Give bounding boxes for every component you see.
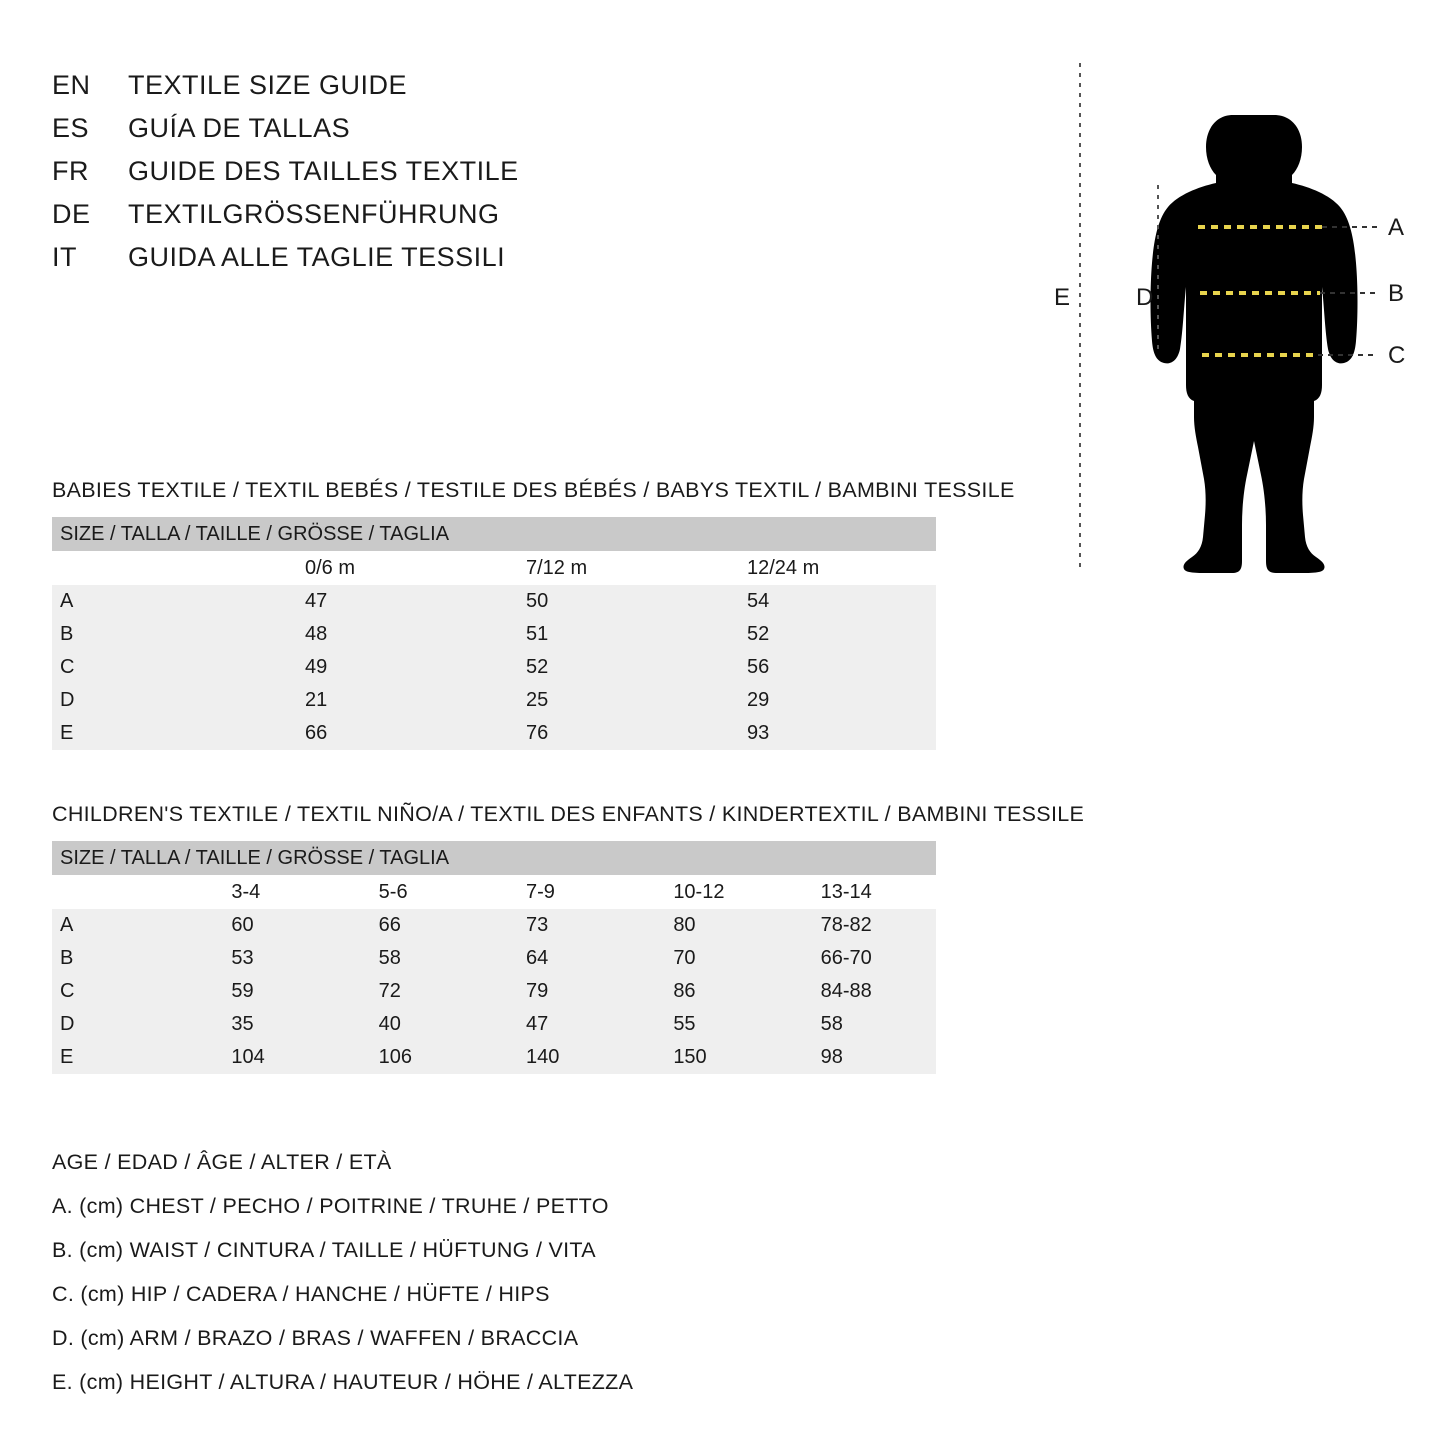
babies-e-2: 93 [715,717,936,750]
table-column-row [52,875,936,909]
children-a-2: 73 [494,909,641,942]
babies-row-label-a: A [52,585,273,618]
babies-d-2: 29 [715,684,936,717]
babies-size-table [52,517,936,750]
legend-arm: D. (cm) ARM / BRAZO / BRAS / WAFFEN / BRACCIA [52,1326,579,1350]
children-section [52,802,1182,1074]
babies-c-2: 56 [715,651,936,684]
title-row [52,113,692,156]
babies-table-header: SIZE / TALLA / TAILLE / GRÖSSE / TAGLIA [52,517,936,551]
children-section-title: CHILDREN'S TEXTILE / TEXTIL NIÑO/A / TEXTIL DES ENFANTS / KINDERTEXTIL / BAMBINI TESSILE [52,802,1085,826]
title-lang-es: ES [52,113,90,143]
babies-row-label-b: B [52,618,273,651]
title-row [52,242,692,285]
empty-corner [52,875,199,909]
table-row [52,942,936,975]
children-e-4: 98 [789,1041,936,1074]
children-row-label-e: E [52,1041,199,1074]
babies-section-title: BABIES TEXTILE / TEXTIL BEBÉS / TESTILE DES BÉBÉS / BABYS TEXTIL / BAMBINI TESSILE [52,478,1015,502]
babies-b-0: 48 [273,618,494,651]
children-c-0: 59 [199,975,346,1008]
children-col-4: 13-14 [789,875,936,909]
legend-block [52,1140,852,1404]
table-header-row [52,841,936,875]
children-row-label-c: C [52,975,199,1008]
title-lang-en: EN [52,70,91,100]
table-row [52,1041,936,1074]
children-d-3: 55 [641,1008,788,1041]
babies-e-1: 76 [494,717,715,750]
babies-a-1: 50 [494,585,715,618]
legend-age: AGE / EDAD / ÂGE / ALTER / ETÀ [52,1150,392,1174]
children-size-table [52,841,936,1074]
title-row [52,156,692,199]
children-d-2: 47 [494,1008,641,1041]
babies-d-0: 21 [273,684,494,717]
children-row-label-b: B [52,942,199,975]
babies-e-0: 66 [273,717,494,750]
figure-label-a: A [1388,214,1405,241]
table-row [52,1008,936,1041]
title-block [52,70,692,285]
title-text-es: GUÍA DE TALLAS [128,113,351,143]
children-b-4: 66-70 [789,942,936,975]
children-col-2: 7-9 [494,875,641,909]
children-c-3: 86 [641,975,788,1008]
legend-height: E. (cm) HEIGHT / ALTURA / HAUTEUR / HÖHE / ALTEZZA [52,1370,634,1394]
babies-d-1: 25 [494,684,715,717]
babies-b-1: 51 [494,618,715,651]
babies-a-2: 54 [715,585,936,618]
children-d-4: 58 [789,1008,936,1041]
title-text-fr: GUIDE DES TAILLES TEXTILE [128,156,519,186]
empty-corner [52,551,273,585]
children-b-2: 64 [494,942,641,975]
table-column-row [52,551,936,585]
children-col-1: 5-6 [347,875,494,909]
babies-row-label-d: D [52,684,273,717]
children-e-1: 106 [347,1041,494,1074]
babies-col-1: 7/12 m [494,551,715,585]
title-text-en: TEXTILE SIZE GUIDE [128,70,408,100]
children-col-3: 10-12 [641,875,788,909]
babies-row-label-c: C [52,651,273,684]
children-b-1: 58 [347,942,494,975]
title-text-it: GUIDA ALLE TAGLIE TESSILI [128,242,506,272]
table-row [52,975,936,1008]
children-a-4: 78-82 [789,909,936,942]
legend-chest: A. (cm) CHEST / PECHO / POITRINE / TRUHE / PETTO [52,1194,609,1218]
children-a-1: 66 [347,909,494,942]
babies-col-0: 0/6 m [273,551,494,585]
legend-hip: C. (cm) HIP / CADERA / HANCHE / HÜFTE / HIPS [52,1282,550,1306]
babies-c-1: 52 [494,651,715,684]
children-d-1: 40 [347,1008,494,1041]
table-row [52,717,936,750]
title-text-de: TEXTILGRÖSSENFÜHRUNG [128,199,500,229]
title-lang-fr: FR [52,156,89,186]
babies-section [52,478,1182,750]
title-row [52,199,692,242]
figure-label-e: E [1054,284,1071,311]
children-b-0: 53 [199,942,346,975]
figure-label-c: C [1388,342,1406,369]
table-header-row [52,517,936,551]
title-row [52,70,692,113]
title-lang-it: IT [52,242,77,272]
babies-c-0: 49 [273,651,494,684]
children-e-2: 140 [494,1041,641,1074]
babies-row-label-e: E [52,717,273,750]
children-e-3: 150 [641,1041,788,1074]
children-row-label-a: A [52,909,199,942]
children-c-1: 72 [347,975,494,1008]
table-row [52,585,936,618]
children-table-header: SIZE / TALLA / TAILLE / GRÖSSE / TAGLIA [52,841,936,875]
children-a-3: 80 [641,909,788,942]
table-row [52,651,936,684]
table-row [52,618,936,651]
title-lang-de: DE [52,199,91,229]
children-row-label-d: D [52,1008,199,1041]
children-e-0: 104 [199,1041,346,1074]
babies-a-0: 47 [273,585,494,618]
table-row [52,684,936,717]
children-c-2: 79 [494,975,641,1008]
children-a-0: 60 [199,909,346,942]
children-b-3: 70 [641,942,788,975]
figure-label-b: B [1388,280,1405,307]
children-col-0: 3-4 [199,875,346,909]
children-d-0: 35 [199,1008,346,1041]
babies-b-2: 52 [715,618,936,651]
legend-waist: B. (cm) WAIST / CINTURA / TAILLE / HÜFTUNG / VITA [52,1238,596,1262]
table-row [52,909,936,942]
children-c-4: 84-88 [789,975,936,1008]
babies-col-2: 12/24 m [715,551,936,585]
figure-label-d: D [1136,284,1154,311]
